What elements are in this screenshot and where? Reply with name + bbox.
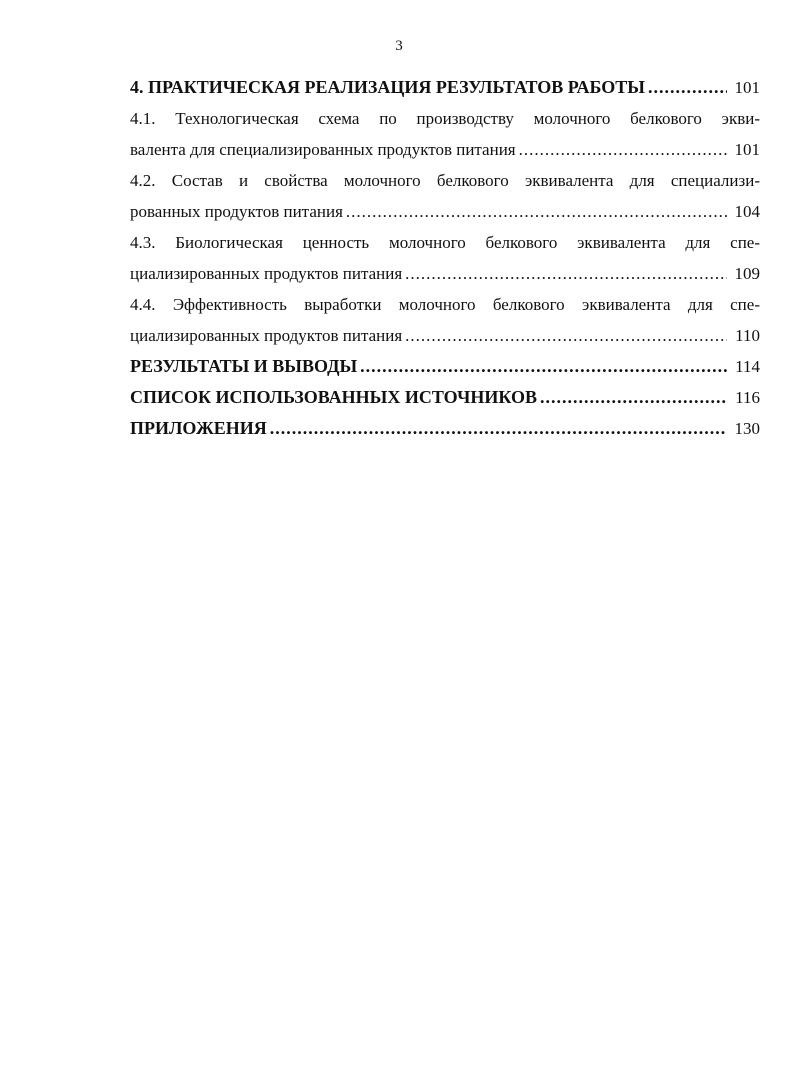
toc-entry-title: РЕЗУЛЬТАТЫ И ВЫВОДЫ [130, 356, 358, 376]
toc-dot-leader [540, 382, 727, 413]
toc-entry-4-4-line2 [130, 320, 760, 351]
toc-entry-sources [130, 382, 760, 413]
toc-dot-leader [270, 413, 727, 444]
toc-entry-title: СПИСОК ИСПОЛЬЗОВАННЫХ ИСТОЧНИКОВ [130, 387, 537, 407]
toc-entry-4-4-line1 [130, 289, 760, 320]
toc-entry-title: 4.4. Эффективность выработки молочного белкового эквивалента для спе- [130, 295, 760, 314]
toc-page-number: 101 [734, 78, 760, 97]
toc-page-number: 130 [734, 419, 760, 438]
toc-entry-4-1-line2 [130, 134, 760, 165]
toc-dot-leader [519, 134, 727, 165]
toc-dot-leader [405, 258, 727, 289]
toc-entry-4-2-line2 [130, 196, 760, 227]
page-number: 3 [395, 38, 403, 54]
toc-entry-title: 4.3. Биологическая ценность молочного белкового эквивалента для спе- [130, 233, 760, 252]
toc-entry-chapter-4 [130, 72, 760, 103]
toc-entry-4-3-line1 [130, 227, 760, 258]
toc-page-number: 114 [735, 357, 760, 376]
toc-entry-title: ПРИЛОЖЕНИЯ [130, 418, 267, 438]
toc-entry-4-1-line1 [130, 103, 760, 134]
toc-entry-title: циализированных продуктов питания [130, 326, 403, 345]
toc-entry-4-3-line2 [130, 258, 760, 289]
toc-entry-title: 4. ПРАКТИЧЕСКАЯ РЕАЛИЗАЦИЯ РЕЗУЛЬТАТОВ РАБОТЫ [130, 77, 645, 97]
toc-entry-4-2-line1 [130, 165, 760, 196]
toc-page-number: 104 [734, 202, 760, 221]
toc-entry-appendix [130, 413, 760, 444]
toc-dot-leader [360, 351, 727, 382]
toc-page-number: 110 [735, 326, 760, 345]
toc-page-number: 109 [734, 264, 760, 283]
toc-entry-title: 4.1. Технологическая схема по производству молочного белкового экви- [130, 109, 760, 128]
toc-entry-results [130, 351, 760, 382]
toc-entry-title: валента для специализированных продуктов питания [130, 140, 516, 159]
toc-entry-title: рованных продуктов питания [130, 202, 343, 221]
toc-entry-title: 4.2. Состав и свойства молочного белкового эквивалента для специализи- [130, 171, 760, 190]
toc-page-number: 116 [735, 388, 760, 407]
toc-page-number: 101 [734, 140, 760, 159]
toc-entry-title: циализированных продуктов питания [130, 264, 403, 283]
table-of-contents [130, 72, 760, 444]
toc-dot-leader [346, 196, 727, 227]
toc-dot-leader [648, 72, 727, 103]
toc-dot-leader [405, 320, 727, 351]
